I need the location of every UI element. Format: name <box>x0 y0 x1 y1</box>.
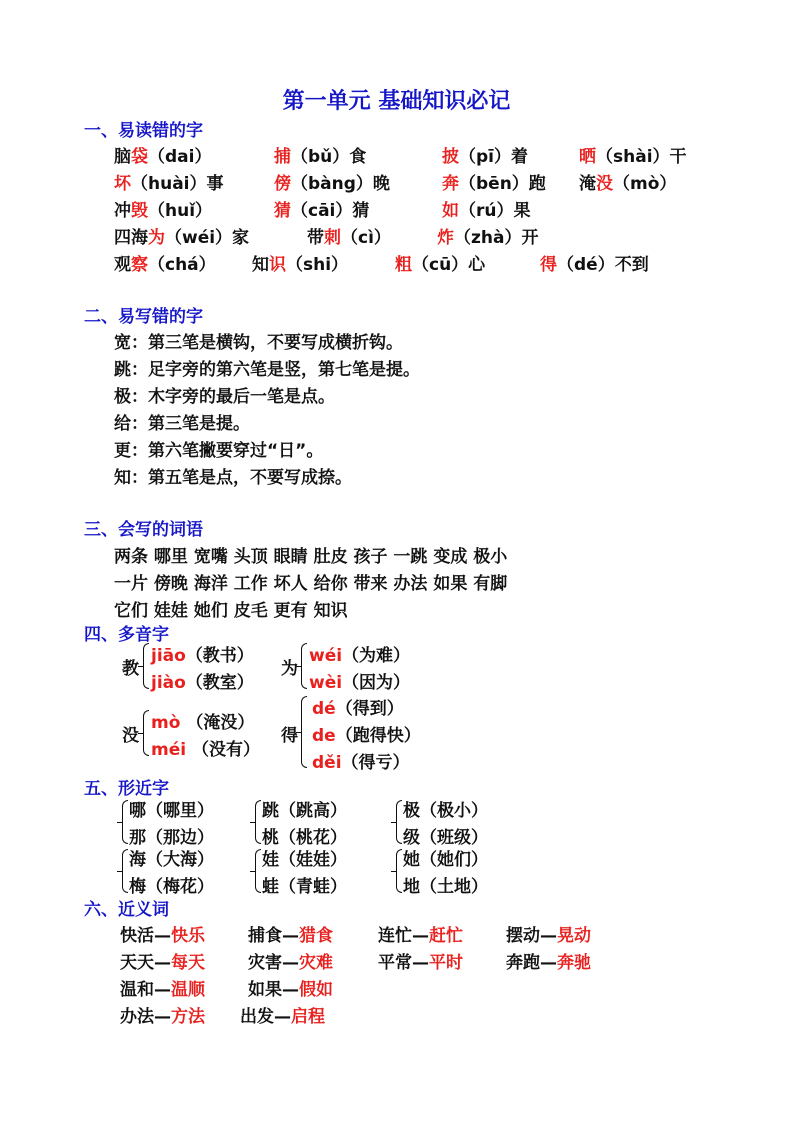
entry-part: （bēn）跑 <box>459 174 546 194</box>
entry-part: （pī）着 <box>459 147 528 167</box>
easy-misread-entry <box>114 142 211 167</box>
synonym-pair <box>120 948 205 973</box>
synonym-word: 温和— <box>120 980 171 1000</box>
brace-icon <box>396 849 402 893</box>
rule-line-5: 更：第六笔撇要穿过“日”。 <box>114 441 324 461</box>
entry-part: 粗 <box>395 255 412 275</box>
synonym-word: 天天— <box>120 953 171 973</box>
section-heading-6: 六、近义词 <box>84 900 169 920</box>
synonym-word: 如果— <box>248 980 299 1000</box>
page-title: 第一单元 基础知识必记 <box>282 89 511 114</box>
synonym-word: 摆动— <box>506 926 557 946</box>
brace-icon <box>143 643 149 689</box>
easy-misread-entry <box>274 169 390 194</box>
entry-part: （wéi）家 <box>165 228 250 248</box>
synonym-word: 捕食— <box>248 926 299 946</box>
similar-char-item: 级（班级） <box>403 828 488 848</box>
synonym-answer: 启程 <box>291 1007 325 1027</box>
synonym-word: 奔跑— <box>506 953 557 973</box>
easy-misread-entry <box>274 196 369 221</box>
entry-part: 观 <box>114 255 131 275</box>
example-word: （得到） <box>335 699 404 719</box>
entry-part: 得 <box>540 255 557 275</box>
entry-part: 捕 <box>274 147 291 167</box>
similar-char-item: 蛙（青蛙） <box>262 877 347 897</box>
entry-part: 傍 <box>274 174 291 194</box>
example-word: （因为） <box>342 673 411 693</box>
word-line-2: 一片 傍晚 海洋 工作 坏人 给你 带来 办法 如果 有脚 <box>114 574 508 594</box>
entry-part: 披 <box>442 147 459 167</box>
pinyin: jiāo <box>151 646 186 666</box>
section-heading-2: 二、易写错的字 <box>84 307 203 327</box>
entry-part: （huài）事 <box>131 174 224 194</box>
easy-misread-entry <box>579 169 676 194</box>
entry-part: （cāi）猜 <box>291 201 370 221</box>
easy-misread-entry <box>114 223 249 248</box>
synonym-pair <box>120 975 205 1000</box>
entry-part: 察 <box>131 255 148 275</box>
synonym-pair <box>248 975 333 1000</box>
synonym-word: 办法— <box>120 1007 171 1027</box>
polyphone-char: 得 <box>281 726 298 746</box>
similar-char-item: 她（她们） <box>403 850 488 870</box>
example-word: （教书） <box>185 646 254 666</box>
entry-part: 识 <box>269 255 286 275</box>
synonym-answer: 晃动 <box>557 926 591 946</box>
entry-part: （bǔ）食 <box>291 147 367 167</box>
entry-part: （zhà）开 <box>454 228 539 248</box>
synonym-answer: 温顺 <box>171 980 205 1000</box>
entry-part: 奔 <box>442 174 459 194</box>
similar-char-item: 跳（跳高） <box>262 801 347 821</box>
synonym-pair <box>378 921 463 946</box>
entry-part: 脑 <box>114 147 131 167</box>
entry-part: （shài）干 <box>596 147 687 167</box>
example-word: （教室） <box>185 673 254 693</box>
entry-part: 四海 <box>114 228 148 248</box>
pinyin: de <box>312 726 336 746</box>
easy-misread-entry <box>442 142 528 167</box>
rule-line-6: 知：第五笔是点，不要写成捺。 <box>114 468 352 488</box>
synonym-pair <box>240 1002 325 1027</box>
entry-part: 刺 <box>324 228 341 248</box>
brace-icon <box>396 800 402 844</box>
entry-part: 冲 <box>114 201 131 221</box>
easy-misread-entry <box>442 169 546 194</box>
synonym-answer: 每天 <box>171 953 205 973</box>
entry-part: （cì） <box>341 228 391 248</box>
rule-line-3: 极：木字旁的最后一笔是点。 <box>114 387 335 407</box>
synonym-word: 平常— <box>378 953 429 973</box>
easy-misread-entry <box>579 142 687 167</box>
easy-misread-entry <box>114 250 216 275</box>
synonym-answer: 方法 <box>171 1007 205 1027</box>
rule-line-4: 给：第三笔是提。 <box>114 414 250 434</box>
similar-char-item: 那（那边） <box>129 828 214 848</box>
similar-char-item: 地（土地） <box>403 877 488 897</box>
synonym-answer: 赶忙 <box>429 926 463 946</box>
pinyin: wéi <box>309 646 343 666</box>
section-heading-4: 四、多音字 <box>84 625 169 645</box>
entry-part: 炸 <box>437 228 454 248</box>
pinyin: mò <box>151 713 181 733</box>
entry-part: 为 <box>148 228 165 248</box>
pinyin: děi <box>312 753 342 773</box>
synonym-word: 快活— <box>120 926 171 946</box>
easy-misread-entry <box>437 223 538 248</box>
pinyin: jiào <box>151 673 186 693</box>
entry-part: 没 <box>596 174 613 194</box>
rule-line-1: 宽：第三笔是横钩，不要写成横折钩。 <box>114 333 403 353</box>
entry-part: （cū）心 <box>412 255 486 275</box>
brace-icon <box>301 643 307 689</box>
easy-misread-entry <box>274 142 366 167</box>
easy-misread-entry <box>114 196 212 221</box>
brace-icon <box>301 696 307 768</box>
brace-icon <box>122 849 128 893</box>
example-word: （淹没） <box>180 713 255 733</box>
entry-part: 淹 <box>579 174 596 194</box>
easy-misread-entry <box>307 223 391 248</box>
polyphone-char: 没 <box>122 726 139 746</box>
section-heading-5: 五、形近字 <box>84 779 169 799</box>
example-word: （跑得快） <box>335 726 421 746</box>
word-line-3: 它们 娃娃 她们 皮毛 更有 知识 <box>114 601 348 621</box>
polyphone-char: 教 <box>122 659 139 679</box>
example-word: （没有） <box>186 740 260 760</box>
entry-part: 袋 <box>131 147 148 167</box>
entry-part: 带 <box>307 228 324 248</box>
easy-misread-entry <box>114 169 224 194</box>
easy-misread-entry <box>395 250 485 275</box>
synonym-word: 连忙— <box>378 926 429 946</box>
entry-part: （chá） <box>148 255 216 275</box>
brace-icon <box>143 710 149 756</box>
synonym-answer: 猎食 <box>299 926 333 946</box>
entry-part: （huǐ） <box>148 201 213 221</box>
entry-part: （dé）不到 <box>557 255 649 275</box>
easy-misread-entry <box>540 250 649 275</box>
word-line-1: 两条 哪里 宽嘴 头顶 眼睛 肚皮 孩子 一跳 变成 极小 <box>114 547 508 567</box>
example-word: （得亏） <box>341 753 410 773</box>
synonym-pair <box>120 1002 205 1027</box>
synonym-answer: 假如 <box>299 980 333 1000</box>
brace-icon <box>255 849 261 893</box>
entry-part: （dai） <box>148 147 212 167</box>
entry-part: 如 <box>442 201 459 221</box>
entry-part: 坏 <box>114 174 131 194</box>
synonym-pair <box>248 948 333 973</box>
synonym-word: 出发— <box>240 1007 291 1027</box>
synonym-answer: 平时 <box>429 953 463 973</box>
entry-part: 知 <box>252 255 269 275</box>
synonym-pair <box>120 921 205 946</box>
synonym-word: 灾害— <box>248 953 299 973</box>
entry-part: （shi） <box>286 255 349 275</box>
synonym-pair <box>506 921 591 946</box>
pinyin: wèi <box>309 673 343 693</box>
entry-part: （mò） <box>613 174 677 194</box>
synonym-answer: 快乐 <box>171 926 205 946</box>
section-heading-1: 一、易读错的字 <box>84 121 203 141</box>
pinyin: méi <box>151 740 187 760</box>
similar-char-item: 桃（桃花） <box>262 828 347 848</box>
similar-char-item: 海（大海） <box>129 850 214 870</box>
entry-part: （rú）果 <box>459 201 531 221</box>
synonym-pair <box>378 948 463 973</box>
entry-part: 猜 <box>274 201 291 221</box>
entry-part: （bàng）晚 <box>291 174 390 194</box>
synonym-pair <box>506 948 591 973</box>
easy-misread-entry <box>442 196 531 221</box>
synonym-answer: 灾难 <box>299 953 333 973</box>
rule-line-2: 跳：足字旁的第六笔是竖，第七笔是提。 <box>114 360 420 380</box>
similar-char-item: 哪（哪里） <box>129 801 214 821</box>
polyphone-char: 为 <box>281 659 298 679</box>
easy-misread-entry <box>252 250 348 275</box>
pinyin: dé <box>312 699 336 719</box>
similar-char-item: 极（极小） <box>403 801 488 821</box>
similar-char-item: 娃（娃娃） <box>262 850 347 870</box>
brace-icon <box>122 800 128 844</box>
brace-icon <box>255 800 261 844</box>
section-heading-3: 三、会写的词语 <box>84 520 203 540</box>
example-word: （为难） <box>342 646 411 666</box>
entry-part: 毁 <box>131 201 148 221</box>
entry-part: 晒 <box>579 147 596 167</box>
similar-char-item: 梅（梅花） <box>129 877 214 897</box>
synonym-answer: 奔驰 <box>557 953 591 973</box>
synonym-pair <box>248 921 333 946</box>
